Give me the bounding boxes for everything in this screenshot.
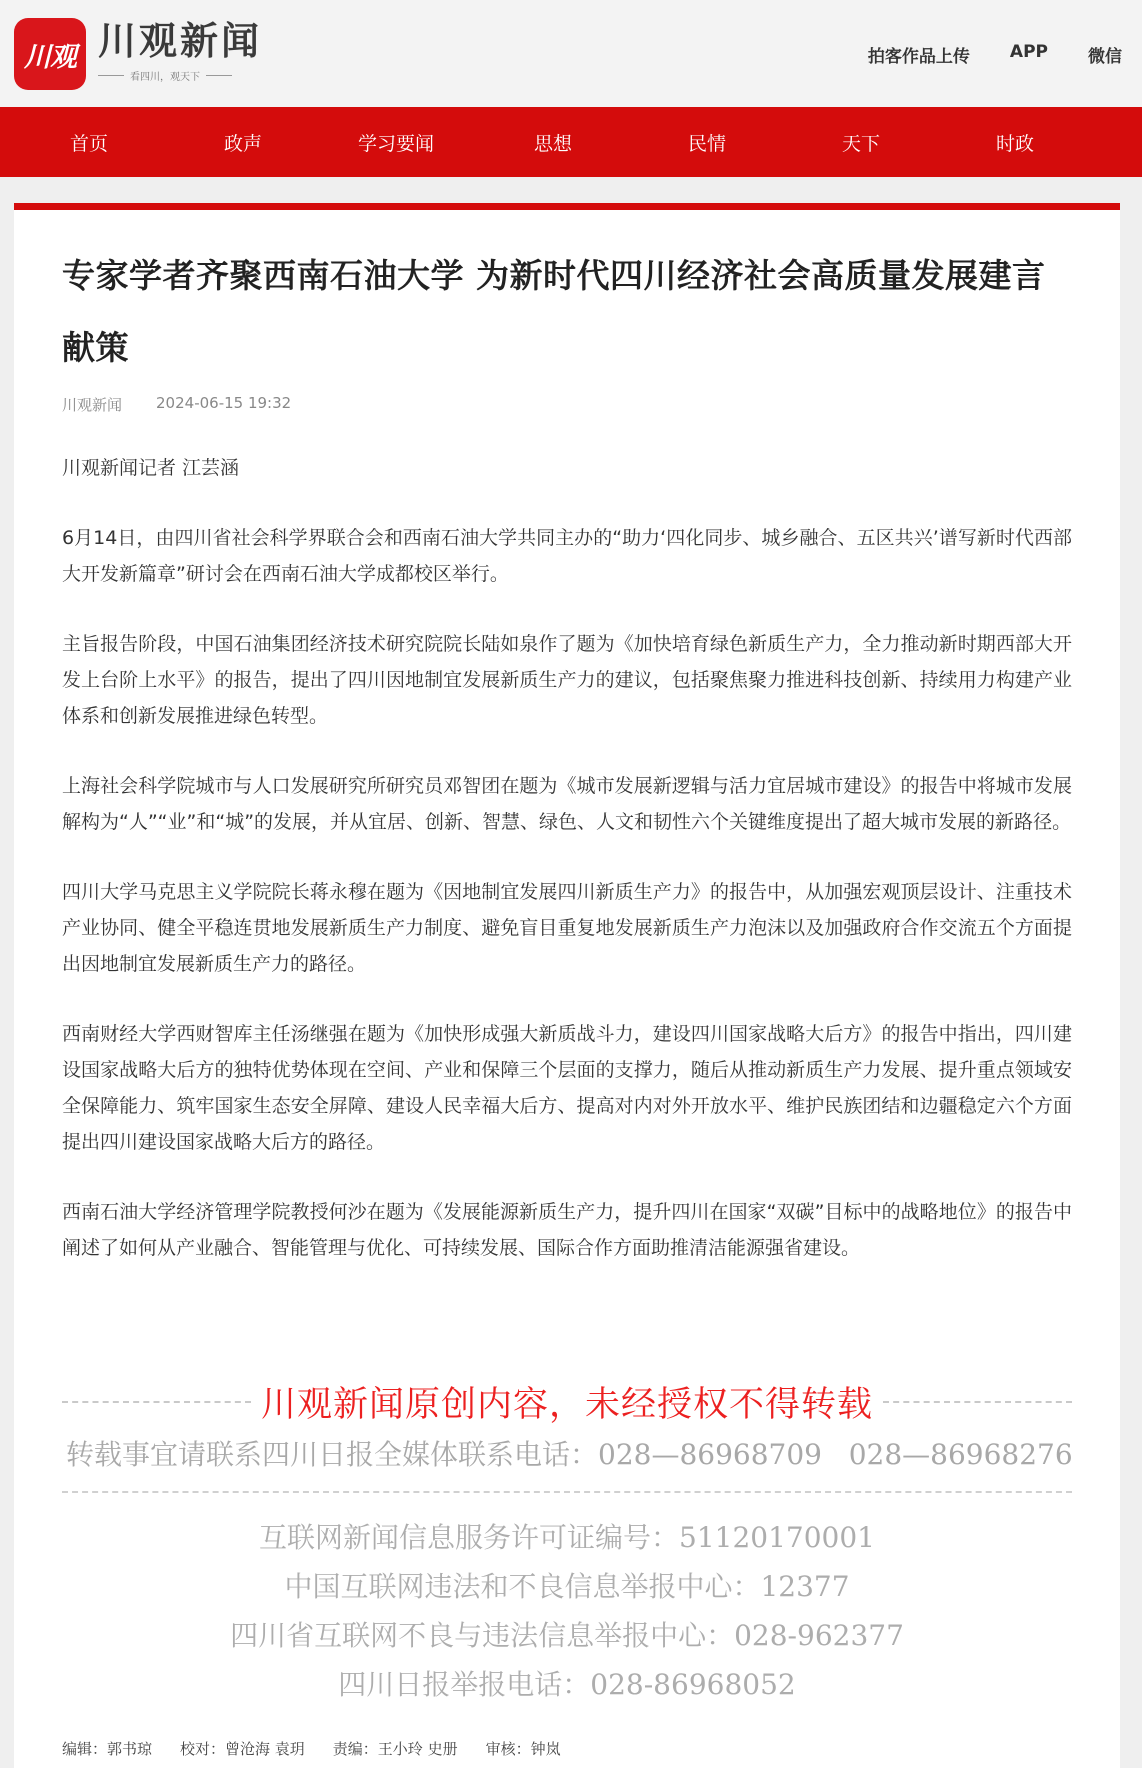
nav-item-home[interactable]: 首页 (70, 133, 109, 155)
copyright-banner (62, 1377, 1072, 1427)
article-paragraph: 上海社会科学院城市与人口发展研究所研究员邓智团在题为《城市发展新逻辑与活力宜居城市建设》的报告中将城市发展解构为“人”“业”和“城”的发展，并从宜居、创新、智慧、绿色、人文和韧性六个关键维度提出了超大城市发展的新路径。 (62, 775, 1072, 833)
article-source: 川观新闻 (62, 396, 123, 414)
editor: 编辑：郭书琼 (62, 1740, 153, 1758)
phone-1: 028—86968709 (598, 1438, 822, 1471)
main-nav (0, 107, 1142, 177)
reprint-label: 转载事宜请联系四川日报全媒体 (66, 1438, 459, 1471)
article-title: 专家学者齐聚西南石油大学 为新时代四川经济社会高质量发展建言献策 (62, 256, 1046, 367)
slogan-rule-right (206, 75, 232, 76)
site-header (0, 0, 1142, 107)
nav-item-thought[interactable]: 思想 (534, 133, 573, 155)
notice-divider (62, 1491, 1072, 1493)
article-byline: 川观新闻记者 江芸涵 (62, 457, 240, 479)
nav-item-zhengsheng[interactable]: 政声 (224, 133, 263, 155)
phone-label: 联系电话： (458, 1438, 599, 1471)
site-logo-icon[interactable] (14, 18, 86, 90)
slogan-rule-left (98, 75, 124, 76)
proofreader: 校对：曾沧海 袁玥 (180, 1740, 305, 1758)
article-paragraph: 6月14日，由四川省社会科学界联合会和西南石油大学共同主办的“助力‘四化同步、城乡融合、五区共兴’谱写新时代西部大开发新篇章”研讨会在西南石油大学成都校区举行。 (62, 527, 1072, 585)
report-center-national: 中国互联网违法和不良信息举报中心：12377 (284, 1570, 850, 1603)
license-info (62, 1513, 1072, 1709)
logo-mark-text: 川观 (24, 41, 76, 73)
banner-dash-right (883, 1401, 1072, 1403)
wechat-link[interactable]: 微信 (1088, 47, 1122, 67)
article-body (62, 450, 1072, 1300)
editor-credits (62, 1738, 561, 1759)
nav-item-world[interactable]: 天下 (842, 133, 881, 155)
logo-name: 川观新闻 (98, 18, 263, 63)
article-paragraph: 西南财经大学西财智库主任汤继强在题为《加快形成强大新质战斗力，建设四川国家战略大后方》的报告中指出，四川建设国家战略大后方的独特优势体现在空间、产业和保障三个层面的支撑力，随后从推动新质生产力发展、提升重点领域安全保障能力、筑牢国家生态安全屏障、建设人民幸福大后方、提高对内对外开放水平、维护民族团结和边疆稳定六个方面提出四川建设国家战略大后方的路径。 (62, 1023, 1072, 1153)
logo-slogan (98, 68, 262, 83)
license-number: 互联网新闻信息服务许可证编号：51120170001 (259, 1521, 875, 1554)
article-meta (62, 394, 291, 415)
upload-link[interactable]: 拍客作品上传 (867, 47, 970, 67)
article-datetime: 2024-06-15 19:32 (156, 394, 292, 412)
banner-dash-left (62, 1401, 251, 1403)
slogan-text: 看四川，观天下 (130, 72, 200, 83)
reviewer: 审核：钟岚 (485, 1740, 561, 1758)
copyright-notice (62, 1377, 1072, 1709)
copyright-statement: 川观新闻原创内容，未经授权不得转载 (261, 1385, 874, 1425)
nav-item-public[interactable]: 民情 (688, 133, 727, 155)
top-links (868, 42, 1122, 67)
report-center-sichuan: 四川省互联网不良与违法信息举报中心：028-962377 (230, 1619, 904, 1652)
reprint-phones (458, 1433, 1073, 1473)
app-link[interactable]: APP (1009, 42, 1048, 62)
article-paragraph: 西南石油大学经济管理学院教授何沙在题为《发展能源新质生产力，提升四川在国家“双碳”目标中的战略地位》的报告中阐述了如何从产业融合、智能管理与优化、可持续发展、国际合作方面助推清洁能源强省建设。 (62, 1201, 1072, 1259)
nav-item-politics[interactable]: 时政 (996, 133, 1035, 155)
article-paragraph: 主旨报告阶段，中国石油集团经济技术研究院院长陆如泉作了题为《加快培育绿色新质生产力，全力推动新时期西部大开发上台阶上水平》的报告，提出了四川因地制宜发展新质生产力的建议，包括聚焦聚力推进科技创新、持续用力构建产业体系和创新发展推进绿色转型。 (62, 633, 1072, 727)
nav-item-study[interactable]: 学习要闻 (358, 133, 435, 155)
site-logo[interactable] (98, 18, 262, 83)
phone-2: 028—86968276 (848, 1438, 1073, 1471)
reprint-contact (62, 1433, 1072, 1473)
article-paragraph: 四川大学马克思主义学院院长蒋永穆在题为《因地制宜发展四川新质生产力》的报告中，从加强宏观顶层设计、注重技术产业协同、健全平稳连贯地发展新质生产力制度、避免盲目重复地发展新质生产力泡沫以及加强政府合作交流五个方面提出因地制宜发展新质生产力的路径。 (62, 881, 1072, 975)
report-phone: 四川日报举报电话：028-86968052 (338, 1668, 796, 1701)
article-card (14, 203, 1120, 1768)
responsible-editor: 责编：王小玲 史册 (332, 1740, 458, 1758)
